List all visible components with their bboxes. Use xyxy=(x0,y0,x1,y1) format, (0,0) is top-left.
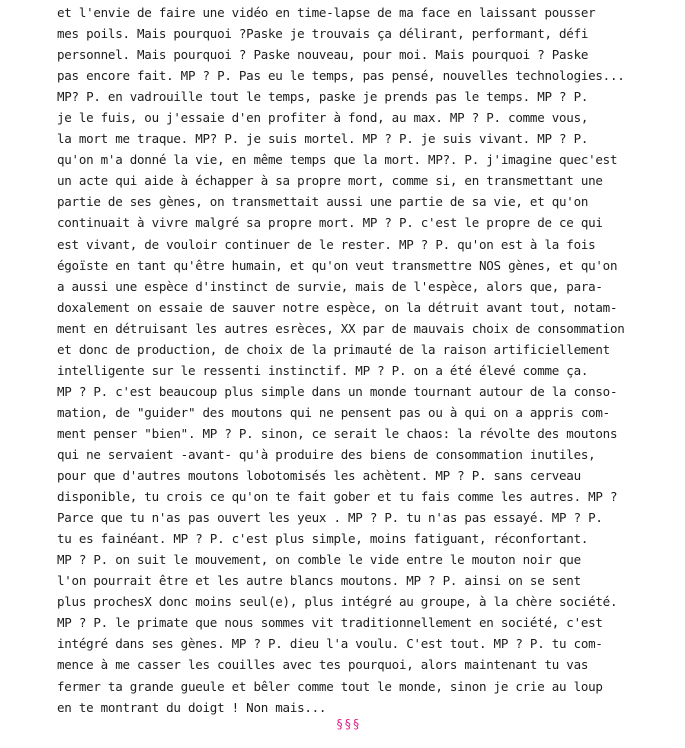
text-block xyxy=(57,2,672,718)
text-line: doxalement on essaie de sauver notre espèce, on la détruit avant tout, notam- xyxy=(57,299,618,315)
text-line: je le fuis, ou j'essaie d'en profiter à fond, au max. MP ? P. comme vous, xyxy=(57,110,589,126)
text-line: qu'on m'a donné la vie, en même temps que la mort. MP?. P. j'imagine quec'est xyxy=(57,152,618,168)
text-line: plus prochesX donc moins seul(e), plus intégré au groupe, à la chère société. xyxy=(57,594,618,610)
text-line: MP ? P. c'est beaucoup plus simple dans un monde tournant autour de la conso- xyxy=(57,383,618,399)
text-line: ment penser "bien". MP ? P. sinon, ce serait le chaos: la révolte des moutons xyxy=(57,425,618,441)
text-line: l'on pourrait être et les autre blancs moutons. MP ? P. ainsi on se sent xyxy=(57,573,581,589)
text-line: ment en détruisant les autres esrèces, XX par de mauvais choix de consommation xyxy=(57,320,625,336)
text-line: est vivant, de vouloir continuer de le rester. MP ? P. qu'on est à la fois xyxy=(57,236,596,252)
text-line: intelligente sur le ressenti instinctif. MP ? P. on a été élevé comme ça. xyxy=(57,362,589,378)
text-line: mence à me casser les couilles avec tes pourquoi, alors maintenant tu vas xyxy=(57,657,589,673)
section-mark-stamp: §§§ xyxy=(336,717,361,731)
text-line: disponible, tu crois ce qu'on te fait gober et tu fais comme les autres. MP ? xyxy=(57,489,618,505)
text-line: fermer ta grande gueule et bêler comme tout le monde, sinon je crie au loup xyxy=(57,678,603,694)
text-line: et donc de production, de choix de la primauté de la raison artificiellement xyxy=(57,341,610,357)
text-line: MP ? P. le primate que nous sommes vit traditionnellement en société, c'est xyxy=(57,615,603,631)
text-line: a aussi une espèce d'instinct de survie, mais de l'espèce, alors que, para- xyxy=(57,278,603,294)
text-line: MP? P. en vadrouille tout le temps, paske je prends pas le temps. MP ? P. xyxy=(57,89,589,105)
text-line: Parce que tu n'as pas ouvert les yeux . MP ? P. tu n'as pas essayé. MP ? P. xyxy=(57,510,603,526)
text-line: la mort me traque. MP? P. je suis mortel. MP ? P. je suis vivant. MP ? P. xyxy=(57,131,589,147)
text-line: tu es fainéant. MP ? P. c'est plus simple, moins fatiguant, réconfortant. xyxy=(57,531,589,547)
text-line: mes poils. Mais pourquoi ?Paske je trouvais ça délirant, performant, défi xyxy=(57,26,589,42)
text-line: égoïste en tant qu'être humain, et qu'on veut transmettre NOS gènes, et qu'on xyxy=(57,257,618,273)
text-line: personnel. Mais pourquoi ? Paske nouveau, pour moi. Mais pourquoi ? Paske xyxy=(57,47,589,63)
text-line: en te montrant du doigt ! Non mais... xyxy=(57,699,327,715)
text-line: intégré dans ses gènes. MP ? P. dieu l'a voulu. C'est tout. MP ? P. tu com- xyxy=(57,636,603,652)
text-line: pas encore fait. MP ? P. Pas eu le temps, pas pensé, nouvelles technologies... xyxy=(57,68,625,84)
text-line: et l'envie de faire une vidéo en time-lapse de ma face en laissant pousser xyxy=(57,5,596,20)
text-line: continuait à vivre malgré sa propre mort. MP ? P. c'est le propre de ce qui xyxy=(57,215,603,231)
text-line: mation, de "guider" des moutons qui ne pensent pas ou à qui on a appris com- xyxy=(57,404,610,420)
text-line: MP ? P. on suit le mouvement, on comble le vide entre le mouton noir que xyxy=(57,552,581,568)
text-line: partie de ses gènes, on transmettait aussi une partie de sa vie, et qu'on xyxy=(57,194,589,210)
text-line: pour que d'autres moutons lobotomisés les achètent. MP ? P. sans cerveau xyxy=(57,468,581,484)
text-line: un acte qui aide à échapper à sa propre mort, comme si, en transmettant une xyxy=(57,173,603,189)
text-line: qui ne servaient -avant- qu'à produire des biens de consommation inutiles, xyxy=(57,446,596,462)
